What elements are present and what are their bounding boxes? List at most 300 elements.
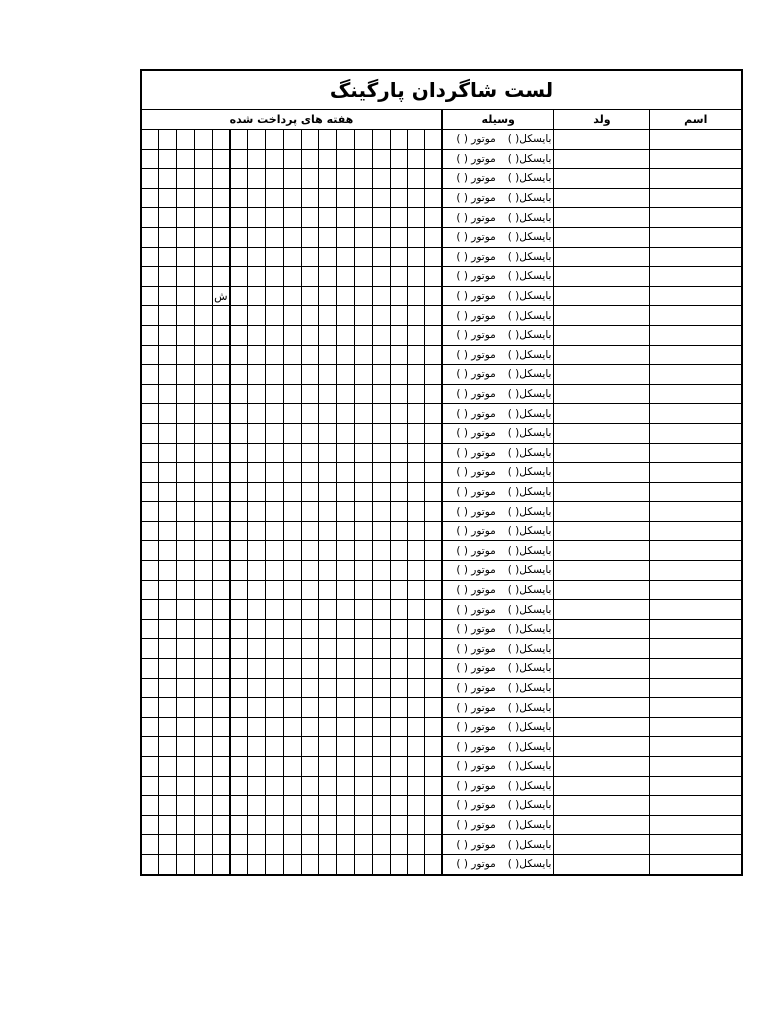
father-name-cell[interactable] <box>554 404 650 424</box>
week-paid-cell[interactable] <box>301 325 319 345</box>
week-paid-cell[interactable] <box>425 267 442 287</box>
week-paid-cell[interactable] <box>141 796 159 816</box>
week-paid-cell[interactable] <box>283 325 301 345</box>
week-paid-cell[interactable] <box>177 169 195 189</box>
week-paid-cell[interactable] <box>212 208 230 228</box>
bicycle-option[interactable]: بایسکل( ) <box>507 760 552 773</box>
week-paid-cell[interactable] <box>159 188 177 208</box>
week-paid-cell[interactable] <box>159 659 177 679</box>
week-paid-cell[interactable] <box>283 619 301 639</box>
week-paid-cell[interactable] <box>212 600 230 620</box>
week-paid-cell[interactable] <box>141 521 159 541</box>
student-name-cell[interactable] <box>650 443 742 463</box>
week-paid-cell[interactable] <box>141 561 159 581</box>
week-paid-cell[interactable] <box>372 796 390 816</box>
bicycle-option[interactable]: بایسکل( ) <box>507 368 552 381</box>
week-paid-cell[interactable] <box>141 678 159 698</box>
week-paid-cell[interactable] <box>266 698 284 718</box>
week-paid-cell[interactable] <box>408 815 425 835</box>
week-paid-cell[interactable] <box>301 619 319 639</box>
week-paid-cell[interactable] <box>319 267 337 287</box>
week-paid-cell[interactable] <box>372 384 390 404</box>
week-paid-cell[interactable] <box>230 580 248 600</box>
week-paid-cell[interactable] <box>390 404 408 424</box>
week-paid-cell[interactable] <box>212 639 230 659</box>
week-paid-cell[interactable] <box>319 169 337 189</box>
week-paid-cell[interactable] <box>337 286 355 306</box>
bicycle-option[interactable]: بایسکل( ) <box>507 583 552 596</box>
week-paid-cell[interactable] <box>408 188 425 208</box>
week-paid-cell[interactable] <box>266 423 284 443</box>
week-paid-cell[interactable] <box>248 854 266 874</box>
week-paid-cell[interactable] <box>372 502 390 522</box>
week-paid-cell[interactable] <box>283 423 301 443</box>
week-paid-cell[interactable] <box>283 737 301 757</box>
week-paid-cell[interactable] <box>194 678 212 698</box>
father-name-cell[interactable] <box>554 521 650 541</box>
week-paid-cell[interactable] <box>425 502 442 522</box>
week-paid-cell[interactable] <box>230 208 248 228</box>
week-paid-cell[interactable] <box>177 130 195 150</box>
week-paid-cell[interactable] <box>372 306 390 326</box>
week-paid-cell[interactable] <box>141 149 159 169</box>
week-paid-cell[interactable] <box>177 423 195 443</box>
week-paid-cell[interactable] <box>408 698 425 718</box>
week-paid-cell[interactable] <box>230 345 248 365</box>
week-paid-cell[interactable] <box>266 561 284 581</box>
week-paid-cell[interactable] <box>159 149 177 169</box>
week-paid-cell[interactable] <box>230 188 248 208</box>
father-name-cell[interactable] <box>554 561 650 581</box>
vehicle-choice-cell[interactable] <box>442 580 554 600</box>
week-paid-cell[interactable] <box>425 130 442 150</box>
week-paid-cell[interactable] <box>230 639 248 659</box>
week-paid-cell[interactable] <box>337 580 355 600</box>
week-paid-cell[interactable] <box>425 423 442 443</box>
father-name-cell[interactable] <box>554 365 650 385</box>
week-paid-cell[interactable] <box>230 365 248 385</box>
student-name-cell[interactable] <box>650 502 742 522</box>
father-name-cell[interactable] <box>554 169 650 189</box>
week-paid-cell[interactable] <box>408 443 425 463</box>
week-paid-cell[interactable] <box>372 423 390 443</box>
father-name-cell[interactable] <box>554 188 650 208</box>
week-paid-cell[interactable] <box>194 306 212 326</box>
week-paid-cell[interactable] <box>301 247 319 267</box>
week-paid-cell[interactable] <box>301 130 319 150</box>
week-paid-cell[interactable] <box>230 149 248 169</box>
week-paid-cell[interactable] <box>177 639 195 659</box>
week-paid-cell[interactable] <box>159 227 177 247</box>
week-paid-cell[interactable] <box>266 306 284 326</box>
week-paid-cell[interactable] <box>408 463 425 483</box>
week-paid-cell[interactable] <box>301 737 319 757</box>
week-paid-cell[interactable] <box>408 286 425 306</box>
week-paid-cell[interactable] <box>372 776 390 796</box>
student-name-cell[interactable] <box>650 854 742 874</box>
bicycle-option[interactable]: بایسکل( ) <box>507 152 552 165</box>
week-paid-cell[interactable] <box>248 757 266 777</box>
vehicle-choice-cell[interactable] <box>442 619 554 639</box>
motorcycle-option[interactable]: موتور ( ) <box>456 740 496 753</box>
week-paid-cell[interactable] <box>266 757 284 777</box>
week-paid-cell[interactable] <box>408 619 425 639</box>
week-paid-cell[interactable] <box>194 423 212 443</box>
week-paid-cell[interactable] <box>390 619 408 639</box>
week-paid-cell[interactable] <box>372 521 390 541</box>
motorcycle-option[interactable]: موتور ( ) <box>456 838 496 851</box>
week-paid-cell[interactable] <box>301 345 319 365</box>
week-paid-cell[interactable] <box>159 521 177 541</box>
week-paid-cell[interactable] <box>408 345 425 365</box>
week-paid-cell[interactable] <box>372 169 390 189</box>
week-paid-cell[interactable] <box>194 169 212 189</box>
week-paid-cell[interactable] <box>212 306 230 326</box>
bicycle-option[interactable]: بایسکل( ) <box>507 505 552 518</box>
week-paid-cell[interactable] <box>319 678 337 698</box>
vehicle-choice-cell[interactable] <box>442 384 554 404</box>
student-name-cell[interactable] <box>650 149 742 169</box>
bicycle-option[interactable]: بایسکل( ) <box>507 407 552 420</box>
week-paid-cell[interactable] <box>159 208 177 228</box>
week-paid-cell[interactable] <box>301 463 319 483</box>
motorcycle-option[interactable]: موتور ( ) <box>456 760 496 773</box>
vehicle-choice-cell[interactable] <box>442 149 554 169</box>
week-paid-cell[interactable] <box>177 463 195 483</box>
week-paid-cell[interactable] <box>266 541 284 561</box>
week-paid-cell[interactable] <box>301 600 319 620</box>
week-paid-cell[interactable] <box>266 227 284 247</box>
week-paid-cell[interactable] <box>319 188 337 208</box>
week-paid-cell[interactable] <box>212 463 230 483</box>
bicycle-option[interactable]: بایسکل( ) <box>507 603 552 616</box>
week-paid-cell[interactable] <box>230 796 248 816</box>
week-paid-cell[interactable] <box>390 267 408 287</box>
week-paid-cell[interactable] <box>141 600 159 620</box>
week-paid-cell[interactable] <box>301 698 319 718</box>
week-paid-cell[interactable] <box>212 404 230 424</box>
bicycle-option[interactable]: بایسکل( ) <box>507 701 552 714</box>
week-paid-cell[interactable] <box>283 130 301 150</box>
week-paid-cell[interactable] <box>230 678 248 698</box>
week-paid-cell[interactable] <box>230 502 248 522</box>
week-paid-cell[interactable] <box>283 384 301 404</box>
motorcycle-option[interactable]: موتور ( ) <box>456 407 496 420</box>
week-paid-cell[interactable] <box>301 561 319 581</box>
week-paid-cell[interactable] <box>141 365 159 385</box>
week-paid-cell[interactable] <box>355 227 373 247</box>
father-name-cell[interactable] <box>554 698 650 718</box>
week-paid-cell[interactable] <box>230 286 248 306</box>
vehicle-choice-cell[interactable] <box>442 757 554 777</box>
motorcycle-option[interactable]: موتور ( ) <box>456 721 496 734</box>
week-paid-cell[interactable] <box>159 854 177 874</box>
week-paid-cell[interactable] <box>177 678 195 698</box>
week-paid-cell[interactable] <box>212 678 230 698</box>
week-paid-cell[interactable] <box>266 815 284 835</box>
week-paid-cell[interactable] <box>408 365 425 385</box>
bicycle-option[interactable]: بایسکل( ) <box>507 329 552 342</box>
week-paid-cell[interactable] <box>355 854 373 874</box>
week-paid-cell[interactable] <box>372 600 390 620</box>
week-paid-cell[interactable] <box>283 600 301 620</box>
week-paid-cell[interactable] <box>319 345 337 365</box>
week-paid-cell[interactable] <box>337 776 355 796</box>
week-paid-cell[interactable] <box>212 188 230 208</box>
week-paid-cell[interactable] <box>194 384 212 404</box>
week-paid-cell[interactable] <box>355 267 373 287</box>
week-paid-cell[interactable] <box>194 854 212 874</box>
week-paid-cell[interactable] <box>248 423 266 443</box>
week-paid-cell[interactable] <box>425 149 442 169</box>
week-paid-cell[interactable] <box>266 502 284 522</box>
week-paid-cell[interactable] <box>319 561 337 581</box>
week-paid-cell[interactable] <box>408 521 425 541</box>
week-paid-cell[interactable] <box>141 639 159 659</box>
bicycle-option[interactable]: بایسکل( ) <box>507 192 552 205</box>
week-paid-cell[interactable] <box>319 698 337 718</box>
student-name-cell[interactable] <box>650 306 742 326</box>
week-paid-cell[interactable] <box>283 717 301 737</box>
week-paid-cell[interactable] <box>194 757 212 777</box>
week-paid-cell[interactable] <box>319 600 337 620</box>
week-paid-cell[interactable] <box>141 169 159 189</box>
motorcycle-option[interactable]: موتور ( ) <box>456 505 496 518</box>
week-paid-cell[interactable] <box>248 561 266 581</box>
week-paid-cell[interactable] <box>230 384 248 404</box>
student-name-cell[interactable] <box>650 541 742 561</box>
week-paid-cell[interactable] <box>230 423 248 443</box>
week-paid-cell[interactable] <box>425 639 442 659</box>
week-paid-cell[interactable] <box>408 659 425 679</box>
vehicle-choice-cell[interactable] <box>442 776 554 796</box>
student-name-cell[interactable] <box>650 130 742 150</box>
motorcycle-option[interactable]: موتور ( ) <box>456 564 496 577</box>
week-paid-cell[interactable] <box>248 619 266 639</box>
week-paid-cell[interactable] <box>408 796 425 816</box>
week-paid-cell[interactable] <box>355 580 373 600</box>
week-paid-cell[interactable] <box>141 482 159 502</box>
week-paid-cell[interactable] <box>177 796 195 816</box>
week-paid-cell[interactable] <box>141 854 159 874</box>
week-paid-cell[interactable] <box>248 502 266 522</box>
week-paid-cell[interactable] <box>390 796 408 816</box>
week-paid-cell[interactable] <box>408 482 425 502</box>
motorcycle-option[interactable]: موتور ( ) <box>456 525 496 538</box>
week-paid-cell[interactable] <box>408 717 425 737</box>
week-paid-cell[interactable] <box>230 267 248 287</box>
week-paid-cell[interactable] <box>372 267 390 287</box>
week-paid-cell[interactable] <box>212 835 230 855</box>
week-paid-cell[interactable] <box>248 659 266 679</box>
bicycle-option[interactable]: بایسکل( ) <box>507 681 552 694</box>
week-paid-cell[interactable] <box>425 404 442 424</box>
week-paid-cell[interactable] <box>177 541 195 561</box>
week-paid-cell[interactable] <box>319 384 337 404</box>
week-paid-cell[interactable] <box>372 325 390 345</box>
week-paid-cell[interactable] <box>248 580 266 600</box>
week-paid-cell[interactable] <box>141 325 159 345</box>
week-paid-cell[interactable] <box>141 423 159 443</box>
bicycle-option[interactable]: بایسکل( ) <box>507 466 552 479</box>
week-paid-cell[interactable] <box>337 463 355 483</box>
week-paid-cell[interactable] <box>212 267 230 287</box>
vehicle-choice-cell[interactable] <box>442 286 554 306</box>
week-paid-cell[interactable] <box>177 757 195 777</box>
motorcycle-option[interactable]: موتور ( ) <box>456 133 496 146</box>
motorcycle-option[interactable]: موتور ( ) <box>456 388 496 401</box>
week-paid-cell[interactable] <box>159 639 177 659</box>
week-paid-cell[interactable] <box>390 561 408 581</box>
father-name-cell[interactable] <box>554 659 650 679</box>
week-paid-cell[interactable] <box>337 757 355 777</box>
vehicle-choice-cell[interactable] <box>442 404 554 424</box>
week-paid-cell[interactable] <box>425 286 442 306</box>
week-paid-cell[interactable] <box>337 365 355 385</box>
week-paid-cell[interactable] <box>355 698 373 718</box>
week-paid-cell[interactable] <box>355 776 373 796</box>
student-name-cell[interactable] <box>650 659 742 679</box>
week-paid-cell[interactable] <box>390 463 408 483</box>
week-paid-cell[interactable] <box>159 423 177 443</box>
student-name-cell[interactable] <box>650 404 742 424</box>
week-paid-cell[interactable] <box>266 325 284 345</box>
week-paid-cell[interactable] <box>355 306 373 326</box>
week-paid-cell[interactable] <box>425 776 442 796</box>
motorcycle-option[interactable]: موتور ( ) <box>456 329 496 342</box>
father-name-cell[interactable] <box>554 208 650 228</box>
week-paid-cell[interactable] <box>283 482 301 502</box>
week-paid-cell[interactable] <box>283 580 301 600</box>
week-paid-cell[interactable] <box>283 835 301 855</box>
student-name-cell[interactable] <box>650 678 742 698</box>
week-paid-cell[interactable] <box>141 580 159 600</box>
student-name-cell[interactable] <box>650 423 742 443</box>
week-paid-cell[interactable] <box>355 286 373 306</box>
week-paid-cell[interactable] <box>337 619 355 639</box>
week-paid-cell[interactable] <box>283 698 301 718</box>
week-paid-cell[interactable] <box>355 384 373 404</box>
week-paid-cell[interactable] <box>301 443 319 463</box>
week-paid-cell[interactable] <box>248 345 266 365</box>
week-paid-cell[interactable] <box>319 796 337 816</box>
week-paid-cell[interactable] <box>230 404 248 424</box>
week-paid-cell[interactable] <box>212 325 230 345</box>
week-paid-cell[interactable] <box>248 306 266 326</box>
week-paid-cell[interactable] <box>283 247 301 267</box>
week-paid-cell[interactable] <box>390 130 408 150</box>
week-paid-cell[interactable] <box>266 639 284 659</box>
week-paid-cell[interactable] <box>266 463 284 483</box>
week-paid-cell[interactable] <box>194 639 212 659</box>
week-paid-cell[interactable] <box>301 541 319 561</box>
week-paid-cell[interactable] <box>390 423 408 443</box>
week-paid-cell[interactable] <box>212 717 230 737</box>
week-paid-cell[interactable] <box>248 247 266 267</box>
week-paid-cell[interactable] <box>141 463 159 483</box>
week-paid-cell[interactable] <box>194 227 212 247</box>
week-paid-cell[interactable] <box>425 678 442 698</box>
week-paid-cell[interactable] <box>230 521 248 541</box>
week-paid-cell[interactable] <box>159 541 177 561</box>
week-paid-cell[interactable] <box>425 659 442 679</box>
week-paid-cell[interactable] <box>372 835 390 855</box>
week-paid-cell[interactable] <box>372 443 390 463</box>
motorcycle-option[interactable]: موتور ( ) <box>456 290 496 303</box>
week-paid-cell[interactable] <box>177 776 195 796</box>
week-paid-cell[interactable] <box>159 580 177 600</box>
week-paid-cell[interactable] <box>141 188 159 208</box>
week-paid-cell[interactable] <box>408 149 425 169</box>
week-paid-cell[interactable] <box>212 521 230 541</box>
week-paid-cell[interactable] <box>372 149 390 169</box>
week-paid-cell[interactable] <box>408 600 425 620</box>
week-paid-cell[interactable] <box>212 698 230 718</box>
week-paid-cell[interactable] <box>159 737 177 757</box>
week-paid-cell[interactable] <box>212 365 230 385</box>
week-paid-cell[interactable] <box>212 345 230 365</box>
week-paid-cell[interactable] <box>177 247 195 267</box>
week-paid-cell[interactable] <box>301 149 319 169</box>
week-paid-cell[interactable] <box>319 854 337 874</box>
week-paid-cell[interactable] <box>177 404 195 424</box>
week-paid-cell[interactable] <box>390 854 408 874</box>
week-paid-cell[interactable] <box>372 188 390 208</box>
motorcycle-option[interactable]: موتور ( ) <box>456 172 496 185</box>
bicycle-option[interactable]: بایسکل( ) <box>507 290 552 303</box>
week-paid-cell[interactable] <box>194 796 212 816</box>
week-paid-cell[interactable] <box>159 796 177 816</box>
week-paid-cell[interactable] <box>141 659 159 679</box>
week-paid-cell[interactable] <box>337 384 355 404</box>
week-paid-cell[interactable] <box>212 541 230 561</box>
week-paid-cell[interactable] <box>319 659 337 679</box>
week-paid-cell[interactable] <box>159 561 177 581</box>
week-paid-cell[interactable] <box>319 737 337 757</box>
week-paid-cell[interactable] <box>425 815 442 835</box>
motorcycle-option[interactable]: موتور ( ) <box>456 270 496 283</box>
bicycle-option[interactable]: بایسکل( ) <box>507 133 552 146</box>
motorcycle-option[interactable]: موتور ( ) <box>456 368 496 381</box>
week-paid-cell[interactable] <box>141 619 159 639</box>
week-paid-cell[interactable] <box>319 639 337 659</box>
week-paid-cell[interactable] <box>212 854 230 874</box>
week-paid-cell[interactable] <box>390 698 408 718</box>
week-paid-cell[interactable] <box>390 678 408 698</box>
week-paid-cell[interactable] <box>266 149 284 169</box>
student-name-cell[interactable] <box>650 737 742 757</box>
week-paid-cell[interactable] <box>194 580 212 600</box>
vehicle-choice-cell[interactable] <box>442 815 554 835</box>
student-name-cell[interactable] <box>650 717 742 737</box>
week-paid-cell[interactable] <box>141 698 159 718</box>
father-name-cell[interactable] <box>554 541 650 561</box>
student-name-cell[interactable] <box>650 227 742 247</box>
week-paid-cell[interactable] <box>248 188 266 208</box>
week-paid-cell[interactable] <box>248 600 266 620</box>
week-paid-cell[interactable] <box>283 443 301 463</box>
week-paid-cell[interactable] <box>355 835 373 855</box>
week-paid-cell[interactable] <box>266 365 284 385</box>
week-paid-cell[interactable] <box>372 345 390 365</box>
week-paid-cell[interactable] <box>425 188 442 208</box>
week-paid-cell[interactable] <box>337 659 355 679</box>
week-paid-cell[interactable] <box>177 227 195 247</box>
vehicle-choice-cell[interactable] <box>442 443 554 463</box>
week-paid-cell[interactable] <box>319 580 337 600</box>
week-paid-cell[interactable] <box>194 717 212 737</box>
week-paid-cell[interactable] <box>248 796 266 816</box>
